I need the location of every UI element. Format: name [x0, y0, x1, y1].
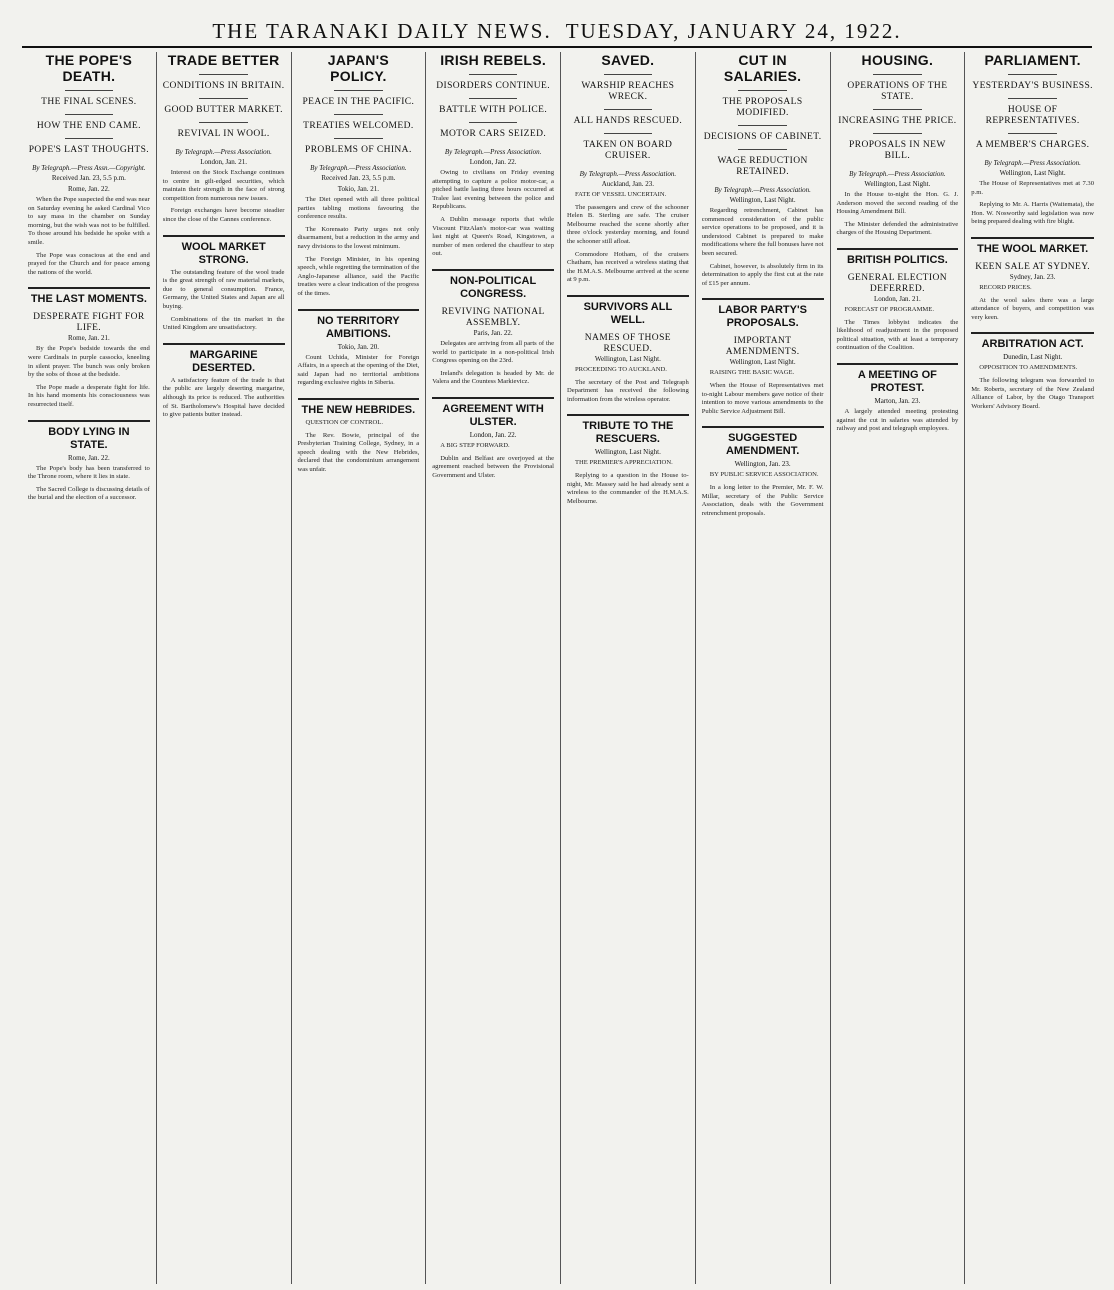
column-headline: HOUSING. — [861, 52, 934, 68]
received-line: Received Jan. 23, 5.5 p.m. — [321, 174, 396, 182]
section-place-date: Wellington, Jan. 23. — [734, 460, 791, 469]
masthead — [0, 0, 1114, 44]
column-headline: THE POPE'S DEATH. — [45, 52, 133, 84]
section-place-date: Dunedin, Last Night. — [1003, 353, 1063, 362]
divider — [469, 74, 518, 75]
column-headline: SAVED. — [601, 52, 655, 68]
section-headline: BODY LYING IN STATE. — [28, 420, 150, 452]
column-subheadline: THE FINAL SCENES. — [41, 97, 137, 107]
column-subheadline: PROBLEMS OF CHINA. — [305, 145, 412, 155]
section-headline: NON-POLITICAL CONGRESS. — [432, 269, 554, 301]
news-column — [831, 52, 966, 1284]
column-subheadline: MOTOR CARS SEIZED. — [440, 129, 547, 139]
section-subheadline: REVIVING NATIONAL ASSEMBLY. — [441, 306, 545, 328]
section-paragraph: The Pope's body has been transferred to the Throne room, where it lies in state. — [28, 464, 150, 481]
byline: By Telegraph.—Press Association. — [714, 186, 811, 194]
article-paragraph: Owing to civilians on Friday evening attempting to capture a police motor-car, a pitched battle lasting three hours occurred at Tralee last evening between the police and Republicans. — [432, 169, 554, 211]
article-paragraph: Interest on the Stock Exchange continues to centre in gilt-edged securities, which maintain their strength in the face of strong competition from numerous new issues. — [162, 169, 285, 202]
divider — [334, 138, 383, 139]
section-paragraph: A largely attended meeting protesting against the cut in salaries was attended by railway and post and telegraph employees. — [836, 407, 959, 433]
divider — [65, 114, 114, 115]
byline: By Telegraph.—Press Assn.—Copyright. — [32, 164, 146, 172]
column-subheadline: YESTERDAY'S BUSINESS. — [972, 81, 1093, 91]
place-date: Wellington, Last Night. — [729, 196, 796, 204]
divider — [873, 109, 922, 110]
divider — [873, 74, 922, 75]
section-place-date: London, Jan. 22. — [469, 430, 517, 439]
byline: By Telegraph.—Press Association. — [310, 164, 407, 172]
article-paragraph: The Korensato Party urges not only disarmament, but a reduction in the army and navy divisions to the lowest minimum. — [297, 225, 420, 250]
section-paragraph: THE PREMIER'S APPRECIATION. — [575, 459, 673, 467]
divider — [199, 98, 248, 99]
divider — [604, 109, 653, 110]
section-headline: THE LAST MOMENTS. — [28, 287, 150, 306]
section-headline: MARGARINE DESERTED. — [163, 343, 285, 375]
section-paragraph: The Times lobbyist indicates the likelihood of readjustment in the proposed political situation, with at least a temporary continuation of the Coalition. — [836, 318, 959, 352]
section-headline: TRIBUTE TO THE RESCUERS. — [567, 414, 689, 446]
article-paragraph: Regarding retrenchment, Cabinet has commenced consideration of the public service operations to be proposed, and it is understood Cabinet is prepared to make modifications where the full bonuses have not been secured. — [701, 207, 824, 257]
place-date: Wellington, Last Night. — [864, 180, 931, 188]
divider — [469, 122, 518, 123]
article-paragraph: Foreign exchanges have become steadier since the close of the Cannes conference. — [162, 207, 285, 223]
section-paragraph: QUESTION OF CONTROL. — [305, 418, 383, 426]
section-paragraph: OPPOSITION TO AMENDMENTS. — [979, 364, 1078, 372]
section-place-date: London, Jan. 21. — [873, 294, 921, 303]
divider — [738, 90, 787, 91]
article-paragraph: Cabinet, however, is absolutely firm in its determination to apply the first cut at the rate of £15 per annum. — [701, 262, 824, 287]
section-paragraph: When the House of Representatives met to-night Labour members gave notice of their intention to move various amendments to the Public Service Adjustment Bill. — [701, 381, 824, 415]
section-subheadline: NAMES OF THOSE RESCUED. — [584, 332, 671, 354]
section-paragraph: The following telegram was forwarded to Mr. Roberts, secretary of the New Zealand Alliance of Labor, by the Otago Transport Workers' Advisory Board. — [971, 376, 1094, 410]
section-place-date: Paris, Jan. 22. — [473, 328, 513, 337]
section-place-date: Wellington, Last Night. — [594, 448, 661, 457]
place-date: London, Jan. 22. — [469, 158, 517, 166]
section-place-date: Marton, Jan. 23. — [874, 396, 921, 405]
column-subheadline: HOW THE END CAME. — [36, 121, 141, 131]
received-line: Received Jan. 23, 5.5 p.m. — [51, 174, 126, 182]
section-paragraph: PROCEEDING TO AUCKLAND. — [575, 365, 667, 373]
article-paragraph: A Dublin message reports that while Viscount FitzAlan's motor-car was waiting last night at Queen's Road, Kingstown, a number of men ordered the chauffeur to step out. — [432, 215, 554, 258]
section-subheadline: IMPORTANT AMENDMENTS. — [725, 336, 800, 358]
section-paragraph: RAISING THE BASIC WAGE. — [709, 369, 795, 377]
divider — [65, 138, 114, 139]
byline: By Telegraph.—Press Association. — [849, 170, 946, 178]
column-subheadline: PROPOSALS IN NEW BILL. — [849, 140, 946, 161]
divider — [199, 122, 248, 123]
byline: By Telegraph.—Press Association. — [984, 159, 1081, 167]
byline: By Telegraph.—Press Association. — [175, 148, 272, 156]
column-subheadline: TREATIES WELCOMED. — [303, 121, 414, 131]
divider — [1008, 133, 1057, 134]
section-place-date: Sydney, Jan. 23. — [1009, 272, 1056, 281]
column-subheadline: DECISIONS OF CABINET. — [703, 132, 822, 142]
section-paragraph: Delegates are arriving from all parts of the world to participate in a non-political Irish Congress opening on the 23rd. — [432, 339, 554, 365]
section-headline: NO TERRITORY AMBITIONS. — [298, 309, 420, 341]
news-column — [22, 52, 157, 1284]
column-subheadline: PEACE IN THE PACIFIC. — [302, 97, 415, 107]
column-subheadline: HOUSE OF REPRESENTATIVES. — [985, 105, 1080, 126]
section-headline: ARBITRATION ACT. — [971, 332, 1094, 351]
section-paragraph: FORECAST OF PROGRAMME. — [844, 305, 934, 313]
news-column — [426, 52, 561, 1284]
section-paragraph: A satisfactory feature of the trade is that the public are largely deserting margarine, although its price is reduced. The authorities of St. Bartholomew's Hospital have decided to give patients butter instead. — [162, 376, 285, 419]
masthead-rule — [22, 46, 1092, 48]
column-subheadline: OPERATIONS OF THE STATE. — [847, 81, 948, 102]
place-date: London, Jan. 21. — [200, 158, 248, 166]
section-headline: LABOR PARTY'S PROPOSALS. — [702, 298, 824, 330]
divider — [604, 74, 653, 75]
section-paragraph: The outstanding feature of the wool trade is the great strength of raw material markets, due to general consumption. France, Germany, the United States and Japan are all buying. — [162, 268, 285, 310]
section-subheadline: GENERAL ELECTION DEFERRED. — [847, 272, 947, 294]
article-paragraph: The Minister defended the administrative charges of the Housing Department. — [836, 220, 959, 237]
divider — [334, 114, 383, 115]
column-subheadline: A MEMBER'S CHARGES. — [975, 140, 1090, 150]
section-paragraph: Replying to a question in the House to-night, Mr. Massey said he had already sent a wireless to the commander of the H.M.A.S. Melbourne. — [567, 471, 689, 505]
column-headline: JAPAN'S POLICY. — [327, 52, 389, 84]
masthead-date: TUESDAY, JANUARY 24, 1922. — [565, 19, 902, 43]
section-headline: WOOL MARKET STRONG. — [163, 235, 285, 267]
column-subheadline: DISORDERS CONTINUE. — [436, 81, 550, 91]
section-paragraph: The secretary of the Post and Telegraph Department has received the following information from the wireless operator. — [567, 378, 689, 403]
section-headline: THE WOOL MARKET. — [971, 237, 1094, 256]
news-column — [561, 52, 696, 1284]
section-paragraph: At the wool sales there was a large attendance of buyers, and competition was very keen. — [971, 296, 1094, 321]
column-subheadline: BATTLE WITH POLICE. — [439, 105, 548, 115]
news-column — [696, 52, 831, 1284]
divider — [604, 133, 653, 134]
section-paragraph: Combinations of the tin market in the United Kingdom are unsatisfactory. — [162, 315, 285, 332]
column-subheadline: ALL HANDS RESCUED. — [573, 116, 683, 126]
section-paragraph: The Pope made a desperate fight for life. In his hand moments his consciousness was resurrected itself. — [28, 383, 150, 408]
section-paragraph: In a long letter to the Premier, Mr. F. W. Millar, secretary of the Public Service Association, deals with the Government retrenchment proposals. — [701, 483, 824, 517]
article-paragraph: Replying to Mr. A. Harris (Waitemata), the Hon. W. Nosworthy said legislation was now being prepared dealing with fire blight. — [971, 201, 1094, 226]
place-date: Rome, Jan. 22. — [67, 185, 110, 193]
column-subheadline: GOOD BUTTER MARKET. — [164, 105, 283, 115]
column-headline: IRISH REBELS. — [440, 52, 547, 68]
divider — [1008, 98, 1057, 99]
article-paragraph: The Pope was conscious at the end and prayed for the Church and for peace among the nations of the world. — [28, 251, 150, 276]
article-paragraph: In the House to-night the Hon. G. J. Anderson moved the second reading of the Housing Amendment Bill. — [836, 191, 959, 216]
divider — [1008, 74, 1057, 75]
byline: By Telegraph.—Press Association. — [444, 148, 542, 156]
section-paragraph: By the Pope's bedside towards the end were Cardinals in purple cassocks, kneeling in silent prayer. The bunch was only broken by the sobs of those at the bedside. — [28, 345, 150, 379]
section-place-date: Rome, Jan. 22. — [67, 453, 110, 462]
place-date: Wellington, Last Night. — [999, 169, 1066, 177]
byline: By Telegraph.—Press Association. — [579, 170, 677, 178]
section-headline: SUGGESTED AMENDMENT. — [702, 426, 824, 458]
news-column — [965, 52, 1100, 1284]
section-paragraph: The Rev. Bowie, principal of the Presbyterian Training College, Sydney, in a speech dealing with the New Hebrides, declared that the condominium arrangement was unfair. — [297, 431, 420, 473]
section-headline: BRITISH POLITICS. — [837, 248, 959, 267]
place-date: Tokio, Jan. 21. — [337, 185, 380, 193]
article-paragraph: Commodore Hotham, of the cruisers Chatham, has received a wireless stating that the H.M.A.S. Melbourne arrived at the scene at 9 p.m. — [567, 250, 689, 284]
column-subheadline: INCREASING THE PRICE. — [838, 116, 957, 126]
column-subheadline: WARSHIP REACHES WRECK. — [581, 81, 675, 102]
column-subheadline: POPE'S LAST THOUGHTS. — [28, 145, 150, 155]
section-place-date: Wellington, Last Night. — [594, 354, 661, 363]
news-column — [292, 52, 427, 1284]
masthead-title: THE TARANAKI DAILY NEWS. — [212, 19, 552, 43]
place-date: Auckland, Jan. 23. — [601, 180, 655, 188]
section-paragraph: RECORD PRICES. — [979, 283, 1032, 291]
article-paragraph: FATE OF VESSEL UNCERTAIN. — [575, 191, 667, 198]
section-paragraph: Ireland's delegation is headed by Mr. de Valera and the Countess Markievicz. — [432, 369, 554, 386]
column-subheadline: WAGE REDUCTION RETAINED. — [717, 156, 808, 177]
section-headline: SURVIVORS ALL WELL. — [567, 295, 689, 327]
section-subheadline: DESPERATE FIGHT FOR LIFE. — [33, 312, 145, 334]
divider — [469, 98, 518, 99]
section-paragraph: Count Uchida, Minister for Foreign Affairs, in a speech at the opening of the Diet, said Japan had no territorial ambitions regarding exclusive rights in Siberia. — [297, 353, 420, 387]
news-column — [157, 52, 292, 1284]
article-paragraph: The Diet opened with all three political parties tabling motions favouring the conference results. — [297, 196, 420, 221]
column-headline: CUT IN SALARIES. — [723, 52, 802, 84]
column-headline: PARLIAMENT. — [984, 52, 1081, 68]
divider — [873, 133, 922, 134]
section-paragraph: A BIG STEP FORWARD. — [440, 441, 510, 449]
section-headline: AGREEMENT WITH ULSTER. — [432, 397, 554, 429]
column-headline: TRADE BETTER — [167, 52, 280, 68]
section-place-date: Rome, Jan. 21. — [67, 334, 110, 343]
section-paragraph: BY PUBLIC SERVICE ASSOCIATION. — [709, 471, 819, 479]
article-paragraph: The Foreign Minister, in his opening speech, while regretting the termination of the Anglo-Japanese alliance, said the Pacific treaties were a clear indication of the progress of the times. — [297, 255, 420, 297]
column-subheadline: THE PROPOSALS MODIFIED. — [722, 97, 803, 118]
section-subheadline: KEEN SALE AT SYDNEY. — [975, 261, 1091, 272]
column-subheadline: REVIVAL IN WOOL. — [177, 129, 270, 139]
article-paragraph: When the Pope suspected the end was near on Saturday evening he asked Cardinal Vico to say mass in the chamber on Sunday morning, but the wish was not to be fulfilled. To those around his bedside he spoke with a smile. — [28, 196, 150, 246]
section-place-date: Wellington, Last Night. — [729, 358, 796, 367]
section-headline: A MEETING OF PROTEST. — [837, 363, 959, 395]
columns — [22, 52, 1100, 1284]
column-subheadline: CONDITIONS IN BRITAIN. — [162, 81, 285, 91]
column-subheadline: TAKEN ON BOARD CRUISER. — [583, 140, 673, 161]
divider — [65, 90, 114, 91]
article-paragraph: The House of Representatives met at 7.30 p.m. — [971, 180, 1094, 196]
divider — [738, 125, 787, 126]
article-paragraph: The passengers and crew of the schooner Helen B. Sterling are safe. The cruiser Melbourne reached the scene shortly after three o'clock yesterday morning, and found the schooner still afloat. — [567, 203, 689, 245]
divider — [738, 149, 787, 150]
divider — [334, 90, 383, 91]
section-headline: THE NEW HEBRIDES. — [298, 398, 420, 417]
section-paragraph: Dublin and Belfast are overjoyed at the agreement reached between the Provisional Government and Ulster. — [432, 454, 554, 479]
divider — [199, 74, 248, 75]
section-paragraph: The Sacred College is discussing details of the burial and the election of a successor. — [28, 485, 150, 502]
section-place-date: Tokio, Jan. 20. — [337, 342, 380, 351]
